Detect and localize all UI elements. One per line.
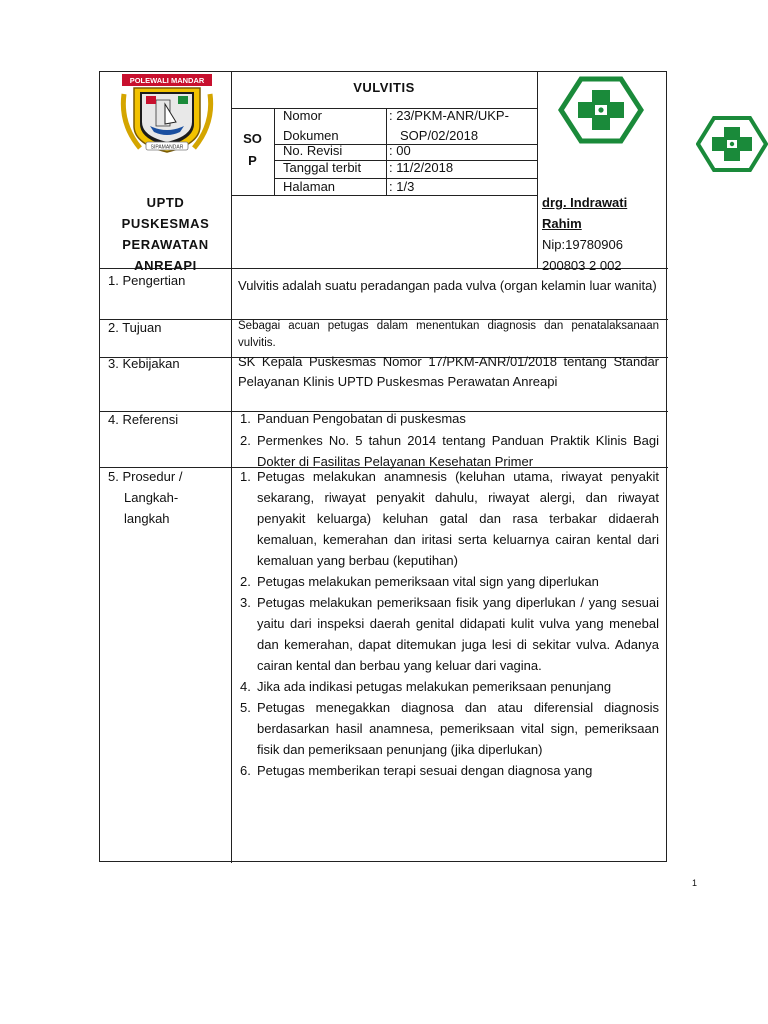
- section-label-tujuan: 2. Tujuan: [108, 320, 162, 335]
- prosedur-step-number: 2.: [240, 574, 251, 589]
- prosedur-step-text: Jika ada indikasi petugas melakukan pemeriksaan penunjang: [257, 679, 612, 694]
- puskesmas-logo-side: [696, 115, 768, 173]
- meta-value-nomor: : 23/PKM-ANR/UKP-: [389, 108, 509, 123]
- prosedur-step-number: 6.: [240, 763, 251, 778]
- sop-label-line-1: SO: [243, 131, 262, 146]
- signer-block: [542, 192, 666, 276]
- prosedur-step-text: Petugas memberikan terapi sesuai dengan diagnosa yang: [257, 763, 593, 778]
- meta-label-halaman: Halaman: [283, 179, 336, 194]
- referensi-item-number: 2.: [240, 433, 251, 448]
- org-line-2: PUSKESMAS: [121, 216, 210, 231]
- emblem-bottom-text: SIPAMANDAR: [150, 144, 184, 151]
- signer-name-line-1: drg. Indrawati: [542, 195, 628, 210]
- prosedur-step: [240, 571, 659, 592]
- signer-nip-line-2: 200803 2 002: [542, 258, 622, 273]
- section-label-pengertian: 1. Pengertian: [108, 273, 186, 288]
- emblem-top-text: POLEWALI MANDAR: [129, 76, 205, 85]
- organization-name: [100, 192, 231, 276]
- prosedur-step-text: Petugas melakukan pemeriksaan fisik yang diperlukan / yang sesuai yaitu dari inspeksi daerah genital didapati kulit vulva yang menebal dan kemerahan, dapat ditemukan juga lesi di sekitar vulva. Adanya cairan kental dan berbau yang keluar dari vagina.: [257, 595, 659, 673]
- meta-value-revisi: : 00: [389, 143, 411, 158]
- prosedur-step-text: Petugas menegakkan diagnosa dan atau diferensial diagnosis berdasarkan hasil anamnesa, pemeriksaan vital sign, pemeriksaan fisik dan pemeriksaan penunjang (jika diperlukan): [257, 700, 659, 757]
- prosedur-step-text: Petugas melakukan pemeriksaan vital sign yang diperlukan: [257, 574, 599, 589]
- section-text-pengertian: Vulvitis adalah suatu peradangan pada vulva (organ kelamin luar wanita): [238, 278, 657, 293]
- referensi-list: [240, 408, 659, 472]
- meta-value-dokumen: SOP/02/2018: [400, 128, 479, 143]
- prosedur-step-number: 5.: [240, 700, 251, 715]
- section-label-referensi: 4. Referensi: [108, 412, 179, 427]
- section-text-kebijakan: SK Kepala Puskesmas Nomor 17/PKM-ANR/01/2018 tentang Standar Pelayanan Klinis UPTD Puskesmas Perawatan Anreapi: [238, 354, 659, 389]
- prosedur-label-line-1: 5. Prosedur /: [108, 469, 183, 484]
- meta-value-halaman: : 1/3: [389, 179, 415, 194]
- meta-label-nomor: Nomor: [283, 108, 323, 123]
- document-title: VULVITIS: [353, 80, 415, 95]
- meta-label-tanggal: Tanggal terbit: [283, 160, 362, 175]
- meta-label-dokumen: Dokumen: [283, 128, 339, 143]
- page-number: 1: [692, 878, 698, 888]
- referensi-item-number: 1.: [240, 411, 251, 426]
- meta-value-tanggal: : 11/2/2018: [389, 160, 454, 175]
- section-label-kebijakan: 3. Kebijakan: [108, 356, 180, 371]
- signer-nip-line-1: Nip:19780906: [542, 237, 623, 252]
- referensi-item: [240, 408, 659, 429]
- referensi-item-text: Permenkes No. 5 tahun 2014 tentang Panduan Praktik Klinis Bagi Dokter di Fasilitas Pelayanan Kesehatan Primer: [257, 433, 659, 469]
- prosedur-step-number: 3.: [240, 595, 251, 610]
- meta-label-revisi: No. Revisi: [283, 143, 343, 158]
- signer-name-line-2: Rahim: [542, 216, 582, 231]
- org-line-3: PERAWATAN: [122, 237, 209, 252]
- sop-label: [231, 128, 274, 172]
- org-line-1: UPTD: [146, 195, 185, 210]
- prosedur-label-line-3: langkah: [124, 511, 170, 526]
- prosedur-step-text: Petugas melakukan anamnesis (keluhan utama, riwayat penyakit sekarang, riwayat penyakit dahulu, riwayat alergi, dan riwayat penyakit keluarga) keluhan gatal dan rasa terbakar didaerah kemaluan, kemerahan dan iritasi serta keluarnya cairan kental dari kemaluan yang berbau (keputihan): [257, 469, 659, 568]
- sop-label-line-2: P: [248, 153, 257, 168]
- referensi-item-text: Panduan Pengobatan di puskesmas: [257, 411, 466, 426]
- prosedur-step: [240, 697, 659, 760]
- prosedur-list: [240, 466, 659, 862]
- prosedur-step: [240, 760, 659, 781]
- prosedur-label-line-2: Langkah-: [124, 490, 179, 505]
- section-label-prosedur: [108, 466, 182, 529]
- org-line-4: ANREAPI: [134, 258, 197, 273]
- section-text-tujuan: Sebagai acuan petugas dalam menentukan diagnosis dan penatalaksanaan vulvitis.: [238, 320, 659, 349]
- prosedur-step-number: 1.: [240, 469, 251, 484]
- prosedur-step: [240, 592, 659, 676]
- prosedur-step: [240, 676, 659, 697]
- prosedur-step-number: 4.: [240, 679, 251, 694]
- prosedur-step: [240, 466, 659, 571]
